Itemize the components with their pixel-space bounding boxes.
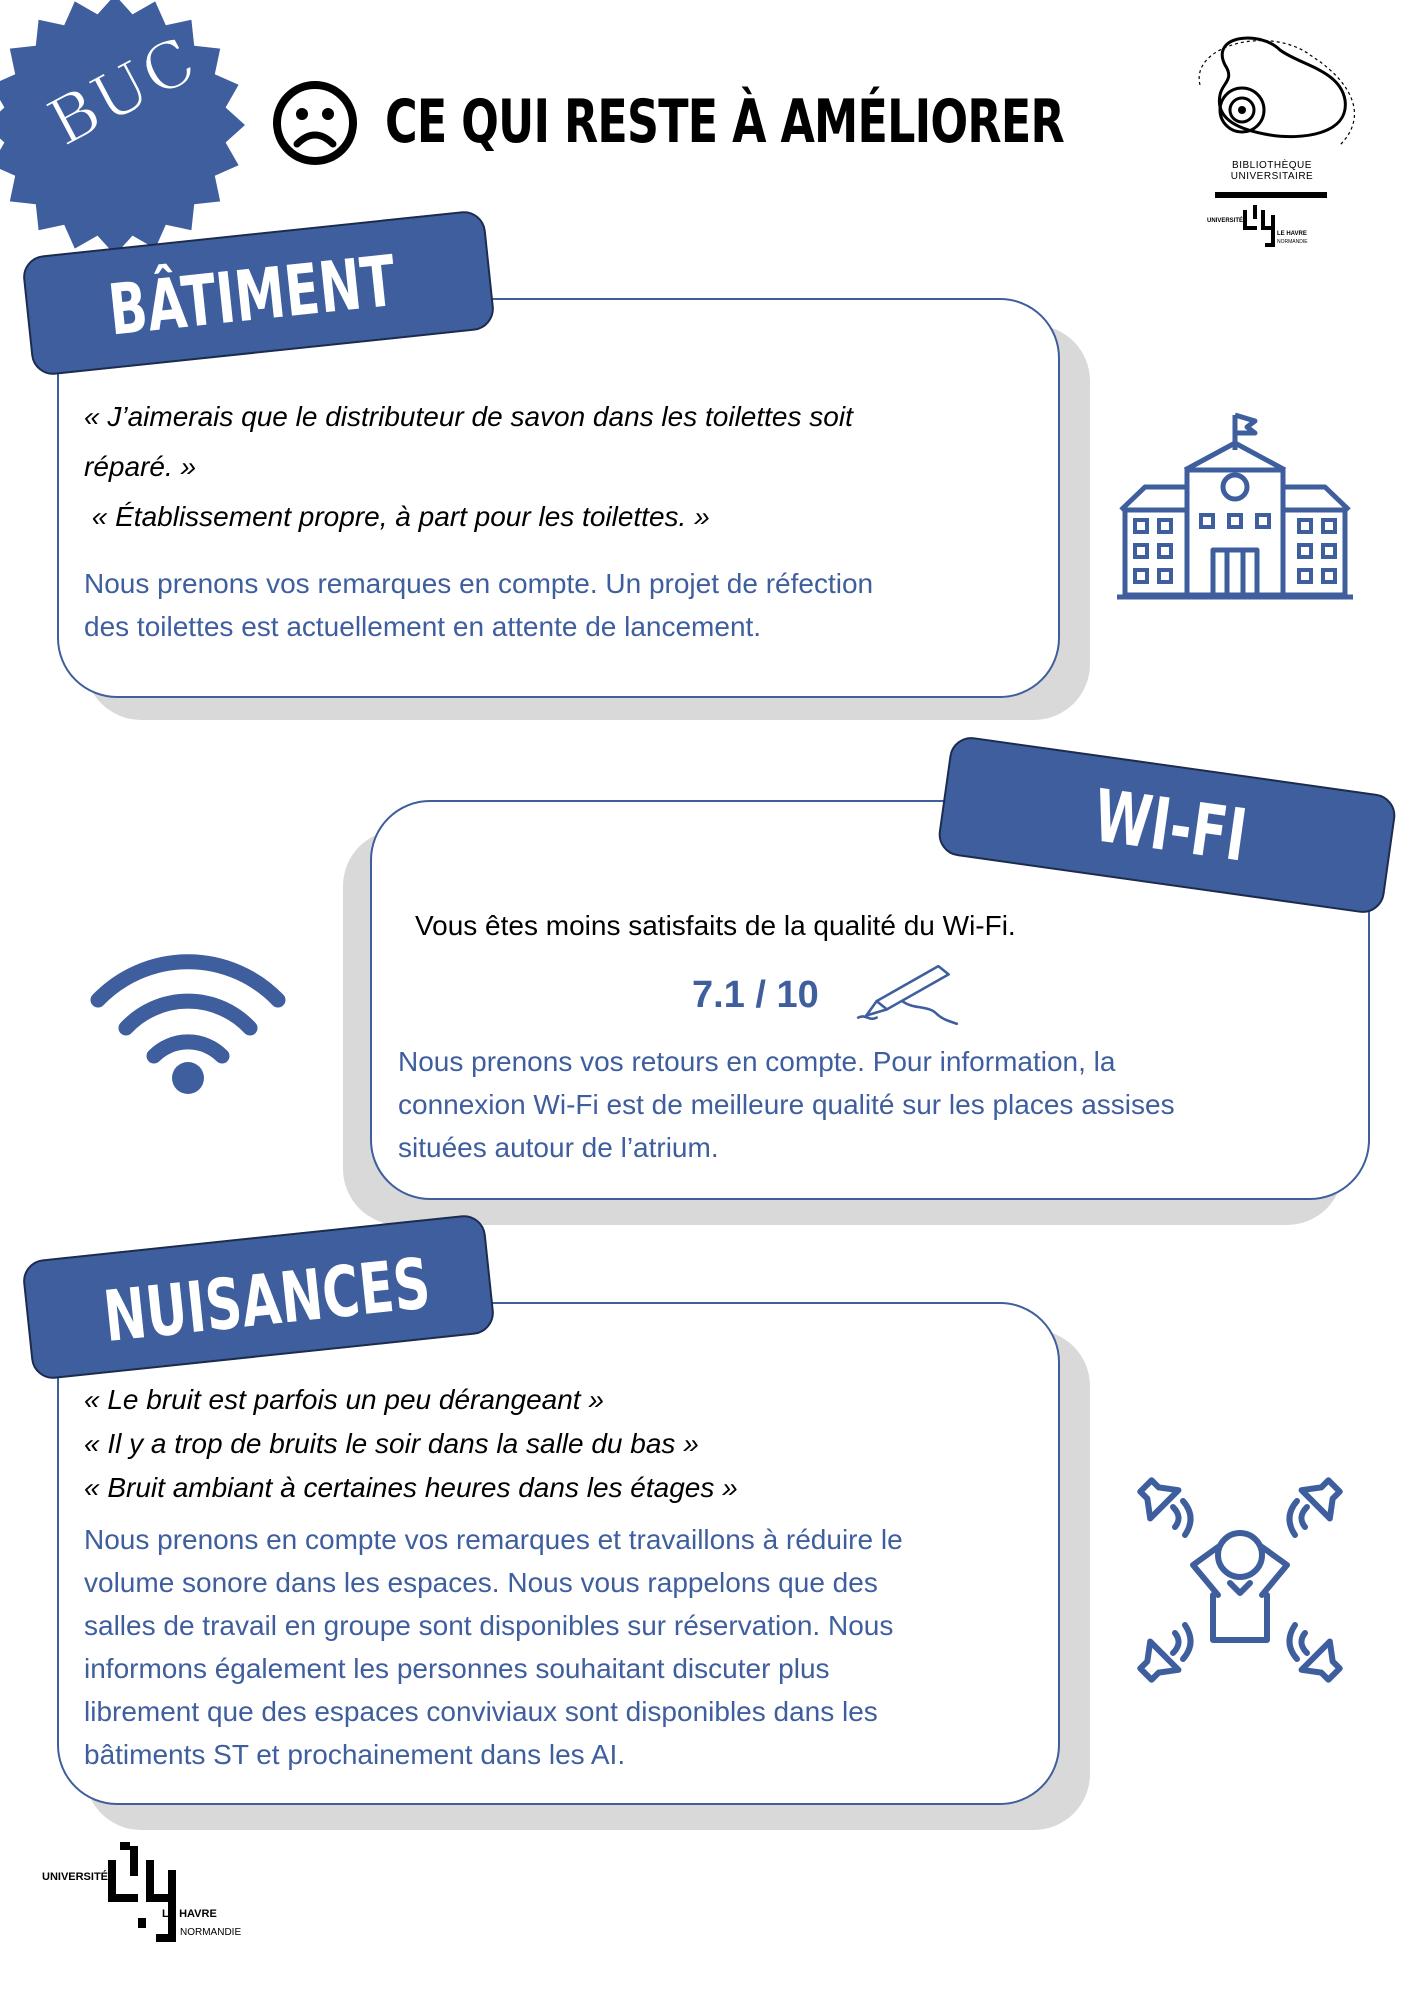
- wifi-icon: [88, 950, 288, 1100]
- response-line: informons également les personnes souhaitant discuter plus: [84, 1653, 830, 1684]
- quote-line: « J’aimerais que le distributeur de savon dans les toilettes soit: [84, 401, 853, 432]
- quote-line: réparé. »: [84, 451, 197, 482]
- building-icon: [1115, 405, 1355, 605]
- logo-label-line2: UNIVERSITAIRE: [1230, 171, 1314, 182]
- wifi-tab-label: WI-FI: [1088, 773, 1252, 878]
- nuisances-quotes: [84, 1378, 1024, 1510]
- sad-face-icon: [272, 80, 358, 166]
- batiment-response: [84, 562, 1044, 648]
- batiment-tab-label: BÂTIMENT: [104, 239, 400, 352]
- footer-region-text: NORMANDIE: [180, 1927, 242, 1938]
- pen-signature-icon: [855, 960, 960, 1032]
- wifi-response: [398, 1040, 1348, 1169]
- nuisances-response: [84, 1518, 1044, 1776]
- noise-icon: [1115, 1455, 1365, 1705]
- response-line: volume sonore dans les espaces. Nous vous rappelons que des: [84, 1567, 878, 1598]
- quote-line: « Il y a trop de bruits le soir dans la salle du bas »: [84, 1428, 699, 1459]
- response-line: salles de travail en groupe sont disponibles sur réservation. Nous: [84, 1610, 894, 1641]
- logo-small-city-text: LE HAVRE: [1277, 231, 1307, 237]
- library-logo-label: [1212, 160, 1332, 182]
- response-line: Nous prenons vos retours en compte. Pour information, la: [398, 1046, 1116, 1077]
- response-line: Nous prenons vos remarques en compte. Un projet de réfection: [84, 568, 874, 599]
- university-logo: [40, 1842, 300, 1972]
- logo-small-region-text: NORMANDIE: [1277, 239, 1308, 245]
- response-line: situées autour de l’atrium.: [398, 1132, 719, 1163]
- logo-label-line1: BIBLIOTHÈQUE: [1232, 160, 1312, 171]
- badge-label: BUC: [36, 22, 210, 162]
- quote-line: « Établissement propre, à part pour les toilettes. »: [84, 501, 710, 532]
- logo-divider: [1215, 192, 1327, 198]
- response-line: Nous prenons en compte vos remarques et travaillons à réduire le: [84, 1524, 903, 1555]
- response-line: librement que des espaces conviviaux sont disponibles dans les: [84, 1696, 878, 1727]
- university-logo-small: [1205, 205, 1335, 250]
- quote-line: « Le bruit est parfois un peu dérangeant »: [84, 1384, 604, 1415]
- quote-line: « Bruit ambiant à certaines heures dans les étages »: [84, 1472, 738, 1503]
- wifi-score: 7.1 / 10: [692, 974, 819, 1016]
- page-title: CE QUI RESTE À AMÉLIORER: [385, 87, 1064, 157]
- response-line: des toilettes est actuellement en attente de lancement.: [84, 611, 762, 642]
- response-line: connexion Wi-Fi est de meilleure qualité sur les places assises: [398, 1089, 1175, 1120]
- logo-small-university-text: UNIVERSITÉ: [1207, 218, 1244, 224]
- batiment-quotes: [84, 392, 1004, 542]
- wifi-statement: Vous êtes moins satisfaits de la qualité du Wi-Fi.: [415, 910, 1016, 941]
- footer-city-text: LE HAVRE: [162, 1908, 217, 1920]
- footer-university-text: UNIVERSITÉ: [42, 1871, 109, 1883]
- response-line: bâtiments ST et prochainement dans les AI.: [84, 1739, 626, 1770]
- nuisances-tab-label: NUISANCES: [99, 1242, 434, 1359]
